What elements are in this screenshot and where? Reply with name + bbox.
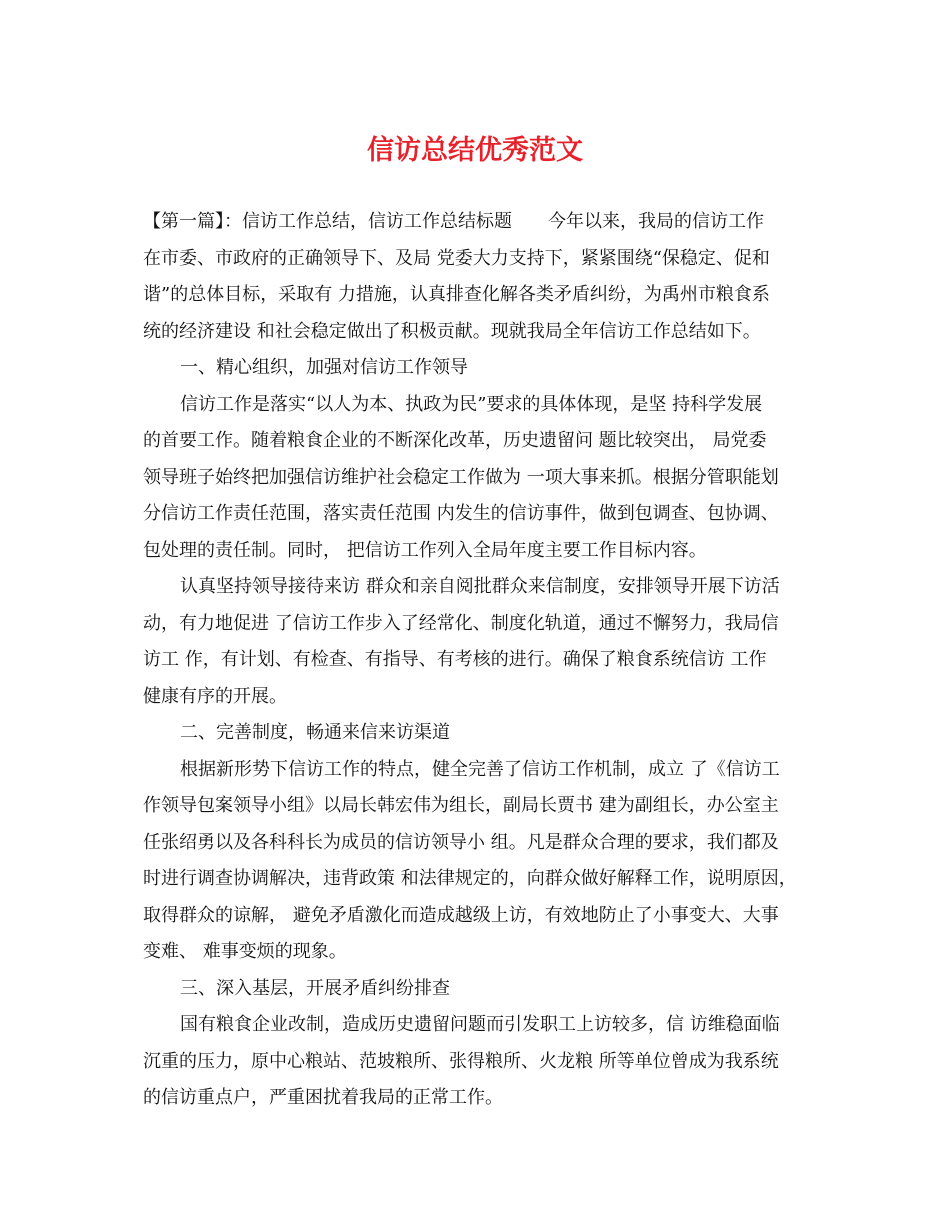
text-line: 的首要工作。随着粮食企业的不断深化改革，历史遗留问 题比较突出， 局党委 bbox=[143, 430, 767, 451]
text-line: 取得群众的谅解， 避免矛盾激化而造成越级上访，有效地防止了小事变大、大事 bbox=[143, 904, 779, 926]
section-heading: 一、精心组织，加强对信访工作领导 bbox=[180, 357, 468, 378]
text-line: 信访工作是落实“以人为本、执政为民”要求的具体体现，是坚 持科学发展 bbox=[180, 393, 763, 415]
section-heading: 二、完善制度，畅通来信来访渠道 bbox=[180, 722, 450, 743]
text-line: 动，有力地促进 了信访工作步入了经常化、制度化轨道，通过不懈努力，我局信 bbox=[143, 612, 779, 634]
text-line: 包处理的责任制。同时， 把信访工作列入全局年度主要工作目标内容。 bbox=[143, 539, 707, 561]
section-heading: 三、深入基层，开展矛盾纠纷排查 bbox=[180, 977, 450, 999]
text-line: 任张绍勇以及各科科长为成员的信访领导小 组。凡是群众合理的要求，我们都及 bbox=[143, 831, 779, 853]
text-line: 根据新形势下信访工作的特点，健全完善了信访工作机制，成立 了《信访工 bbox=[180, 758, 780, 780]
document-body bbox=[143, 204, 818, 1117]
text-line: 的信访重点户，严重困扰着我局的正常工作。 bbox=[143, 1087, 503, 1108]
text-line: 健康有序的开展。 bbox=[143, 685, 287, 707]
text-line: 作领导包案领导小组》以局长韩宏伟为组长，副局长贾书 建为副组长，办公室主 bbox=[143, 795, 779, 816]
text-line: 在市委、市政府的正确领导下、及局 党委大力支持下，紧紧围绕“保稳定、促和 bbox=[143, 247, 770, 269]
text-line: 访工 作，有计划、有检查、有指导、有考核的进行。确保了粮食系统信访 工作 bbox=[143, 649, 767, 670]
text-line: 领导班子始终把加强信访维护社会稳定工作做为 一项大事来抓。根据分管职能划 bbox=[143, 466, 779, 488]
text-line: 统的经济建设 和社会稳定做出了积极贡献。现就我局全年信访工作总结如下。 bbox=[143, 320, 761, 342]
document-title: 信访总结优秀范文 bbox=[367, 135, 583, 166]
text-line: 时进行调查协调解决，违背政策 和法律规定的，向群众做好解释工作，说明原因， bbox=[143, 868, 797, 889]
text-line: 认真坚持领导接待来访 群众和亲自阅批群众来信制度，安排领导开展下访活 bbox=[180, 576, 780, 597]
text-line: 沉重的压力，原中心粮站、范坡粮所、张得粮所、火龙粮 所等单位曾成为我系统 bbox=[143, 1050, 779, 1072]
text-line: 变难、 难事变烦的现象。 bbox=[143, 941, 347, 962]
text-line: 国有粮食企业改制，造成历史遗留问题而引发职工上访较多，信 访维稳面临 bbox=[180, 1014, 780, 1035]
text-line: 谐”的总体目标，采取有 力措施，认真排查化解各类矛盾纠纷，为禹州市粮食系 bbox=[143, 284, 770, 305]
text-line: 分信访工作责任范围，落实责任范围 内发生的信访事件，做到包调查、包协调、 bbox=[143, 503, 779, 524]
text-line: 【第一篇】：信访工作总结，信访工作总结标题 今年以来，我局的信访工作 bbox=[143, 211, 764, 232]
